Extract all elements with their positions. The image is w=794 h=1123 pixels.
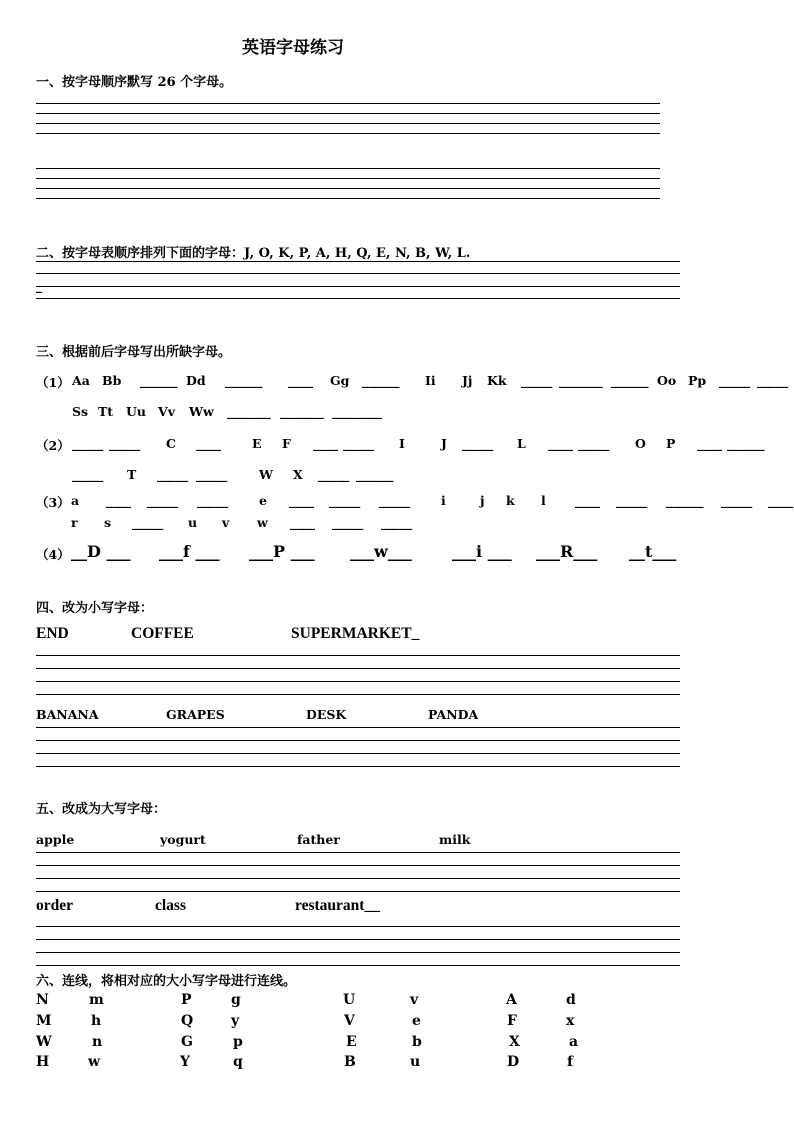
blank: _____: [379, 493, 411, 508]
lowercase-letter: m: [89, 992, 104, 1008]
blank: _____: [329, 493, 361, 508]
letter: C: [166, 436, 176, 451]
writing-line: [36, 952, 680, 953]
letter: e: [259, 493, 267, 508]
writing-line: [36, 286, 680, 287]
blank: _____: [462, 436, 494, 451]
blank: ______: [356, 467, 394, 482]
letter: l: [541, 493, 546, 508]
uppercase-letter: A: [506, 992, 517, 1008]
uppercase-letter: W: [36, 1034, 52, 1050]
letter: W: [259, 467, 274, 482]
letter: J: [441, 436, 447, 451]
letter-pair: Jj: [462, 373, 473, 388]
lowercase-letter: w: [88, 1054, 101, 1070]
writing-line: [36, 298, 680, 299]
letter: j: [480, 493, 485, 508]
blank: ______: [140, 373, 178, 388]
lowercase-letter: u: [410, 1054, 421, 1070]
writing-line: [36, 103, 660, 104]
letter-pair: Ii: [425, 373, 436, 388]
blank: ______: [362, 373, 400, 388]
blank: ____: [106, 493, 131, 508]
blank: _____: [343, 436, 375, 451]
blank: ____: [575, 493, 600, 508]
section-4-heading: 四、改为小写字母：: [36, 601, 154, 616]
lowercase-letter: e: [412, 1013, 421, 1029]
letter-pair: Aa: [72, 373, 90, 388]
blank: _____: [332, 515, 364, 530]
writing-line: [36, 727, 680, 728]
letter: P: [666, 436, 676, 451]
writing-line: [36, 939, 680, 940]
uppercase-letter: G: [181, 1034, 193, 1050]
item-number: （4）: [36, 547, 70, 562]
uppercase-letter: E: [346, 1034, 357, 1050]
blank: ____: [697, 436, 722, 451]
letter-blank: ___i ___: [452, 542, 512, 561]
letter: i: [441, 493, 446, 508]
blank: _____: [719, 373, 751, 388]
word: BANANA: [36, 707, 99, 722]
writing-line: [36, 681, 680, 682]
blank: _____: [197, 493, 229, 508]
letter-blank: ___f ___: [159, 542, 220, 561]
lowercase-letter: p: [233, 1034, 243, 1050]
uppercase-letter: D: [507, 1054, 520, 1070]
writing-line: [36, 655, 680, 656]
letter: T: [127, 467, 137, 482]
writing-line: [36, 178, 660, 179]
blank: ______: [727, 436, 765, 451]
lowercase-letter: q: [233, 1054, 243, 1070]
blank: _____: [147, 493, 179, 508]
word: DESK: [306, 707, 347, 722]
writing-line: [36, 113, 660, 114]
word: END: [36, 625, 69, 642]
section-6-heading: 六、连线，将相对应的大小写字母进行连线。: [36, 974, 297, 989]
letter: k: [506, 493, 515, 508]
word: apple: [36, 832, 75, 847]
word: class: [155, 897, 186, 914]
letter-pair: Oo: [657, 373, 677, 388]
section-2-dash: _: [36, 278, 43, 293]
blank: _____: [109, 436, 141, 451]
uppercase-letter: X: [509, 1034, 520, 1050]
writing-line: [36, 123, 660, 124]
writing-line: [36, 766, 680, 767]
letter: u: [188, 515, 198, 530]
letter-pair: Ss: [72, 404, 89, 419]
lowercase-letter: d: [566, 992, 576, 1008]
writing-line: [36, 926, 680, 927]
writing-line: [36, 694, 680, 695]
blank: ______: [611, 373, 649, 388]
blank: ______: [225, 373, 263, 388]
letter: I: [399, 436, 405, 451]
blank: _____: [757, 373, 789, 388]
blank: _____: [721, 493, 753, 508]
blank: ____: [768, 493, 793, 508]
letter-pair: Pp: [688, 373, 707, 388]
lowercase-letter: f: [567, 1054, 574, 1070]
blank: _____: [157, 467, 189, 482]
letter-blank: ___P ___: [249, 542, 315, 561]
writing-line: [36, 261, 680, 262]
blank: _______: [559, 373, 603, 388]
section-3-heading: 三、根据前后字母写出所缺字母。: [36, 345, 232, 360]
lowercase-letter: y: [231, 1013, 240, 1029]
writing-line: [36, 891, 680, 892]
letter-pair: Gg: [330, 373, 350, 388]
blank: _____: [318, 467, 350, 482]
letter: a: [71, 493, 80, 508]
letter: v: [222, 515, 230, 530]
word: SUPERMARKET_: [291, 625, 420, 642]
letter-pair: Tt: [98, 404, 114, 419]
lowercase-letter: x: [566, 1013, 575, 1029]
letter-blank: __t___: [629, 542, 677, 561]
writing-line: [36, 133, 660, 134]
uppercase-letter: Q: [181, 1013, 194, 1029]
blank: _______: [227, 404, 271, 419]
blank: ______: [666, 493, 704, 508]
blank: ____: [289, 493, 314, 508]
letter-blank: ___w___: [350, 542, 412, 561]
letter-blank: __D ___: [71, 542, 131, 561]
lowercase-letter: n: [92, 1034, 103, 1050]
uppercase-letter: V: [344, 1013, 355, 1029]
writing-line: [36, 188, 660, 189]
word: restaurant__: [295, 897, 380, 914]
letter: E: [252, 436, 262, 451]
blank: _______: [280, 404, 324, 419]
lowercase-letter: v: [410, 992, 419, 1008]
lowercase-letter: a: [569, 1034, 579, 1050]
item-number: （2）: [36, 438, 70, 453]
blank: ____: [313, 436, 338, 451]
lowercase-letter: h: [91, 1013, 102, 1029]
blank: _____: [578, 436, 610, 451]
letter-pair: Dd: [186, 373, 206, 388]
uppercase-letter: M: [36, 1013, 52, 1029]
writing-line: [36, 198, 660, 199]
word: GRAPES: [166, 707, 225, 722]
writing-line: [36, 852, 680, 853]
uppercase-letter: Y: [180, 1054, 190, 1070]
blank: ________: [332, 404, 382, 419]
letter-pair: Kk: [487, 373, 507, 388]
letter: O: [635, 436, 646, 451]
blank: _____: [196, 467, 228, 482]
letter: r: [71, 515, 78, 530]
word: father: [297, 832, 340, 847]
blank: _____: [521, 373, 553, 388]
writing-line: [36, 878, 680, 879]
writing-line: [36, 740, 680, 741]
writing-line: [36, 865, 680, 866]
blank: ____: [196, 436, 221, 451]
lowercase-letter: b: [412, 1034, 422, 1050]
item-number: （3）: [36, 495, 70, 510]
letter-blank: ___R___: [536, 542, 598, 561]
uppercase-letter: U: [343, 992, 356, 1008]
word: milk: [439, 832, 471, 847]
uppercase-letter: H: [36, 1054, 50, 1070]
lowercase-letter: g: [231, 992, 241, 1008]
word: PANDA: [428, 707, 479, 722]
item-number: （1）: [36, 375, 70, 390]
blank: _____: [72, 467, 104, 482]
uppercase-letter: N: [36, 992, 49, 1008]
blank: _____: [381, 515, 413, 530]
letter: F: [282, 436, 291, 451]
word: COFFEE: [131, 625, 194, 642]
letter: s: [104, 515, 112, 530]
section-5-heading: 五、改成为大写字母：: [36, 802, 167, 817]
blank: ____: [290, 515, 315, 530]
writing-line: [36, 168, 660, 169]
letter: w: [257, 515, 268, 530]
writing-line: [36, 668, 680, 669]
letter-pair: Ww: [189, 404, 214, 419]
word: order: [36, 897, 74, 914]
word: yogurt: [160, 832, 206, 847]
section-2-heading: 二、按字母表顺序排列下面的字母：J, O, K, P, A, H, Q, E, N, B, W, L.: [36, 246, 471, 261]
uppercase-letter: B: [344, 1054, 356, 1070]
blank: ____: [548, 436, 573, 451]
page-title: 英语字母练习: [242, 38, 344, 58]
blank: _____: [72, 436, 104, 451]
writing-line: [36, 273, 680, 274]
blank: _____: [616, 493, 648, 508]
uppercase-letter: P: [181, 992, 192, 1008]
letter: L: [517, 436, 526, 451]
blank: ____: [288, 373, 313, 388]
writing-line: [36, 753, 680, 754]
section-1-heading: 一、按字母顺序默写 26 个字母。: [36, 75, 233, 90]
writing-line: [36, 965, 680, 966]
blank: _____: [132, 515, 164, 530]
letter-pair: Uu: [126, 404, 146, 419]
letter-pair: Bb: [102, 373, 122, 388]
letter: X: [293, 467, 303, 482]
uppercase-letter: F: [507, 1013, 517, 1029]
letter-pair: Vv: [158, 404, 175, 419]
